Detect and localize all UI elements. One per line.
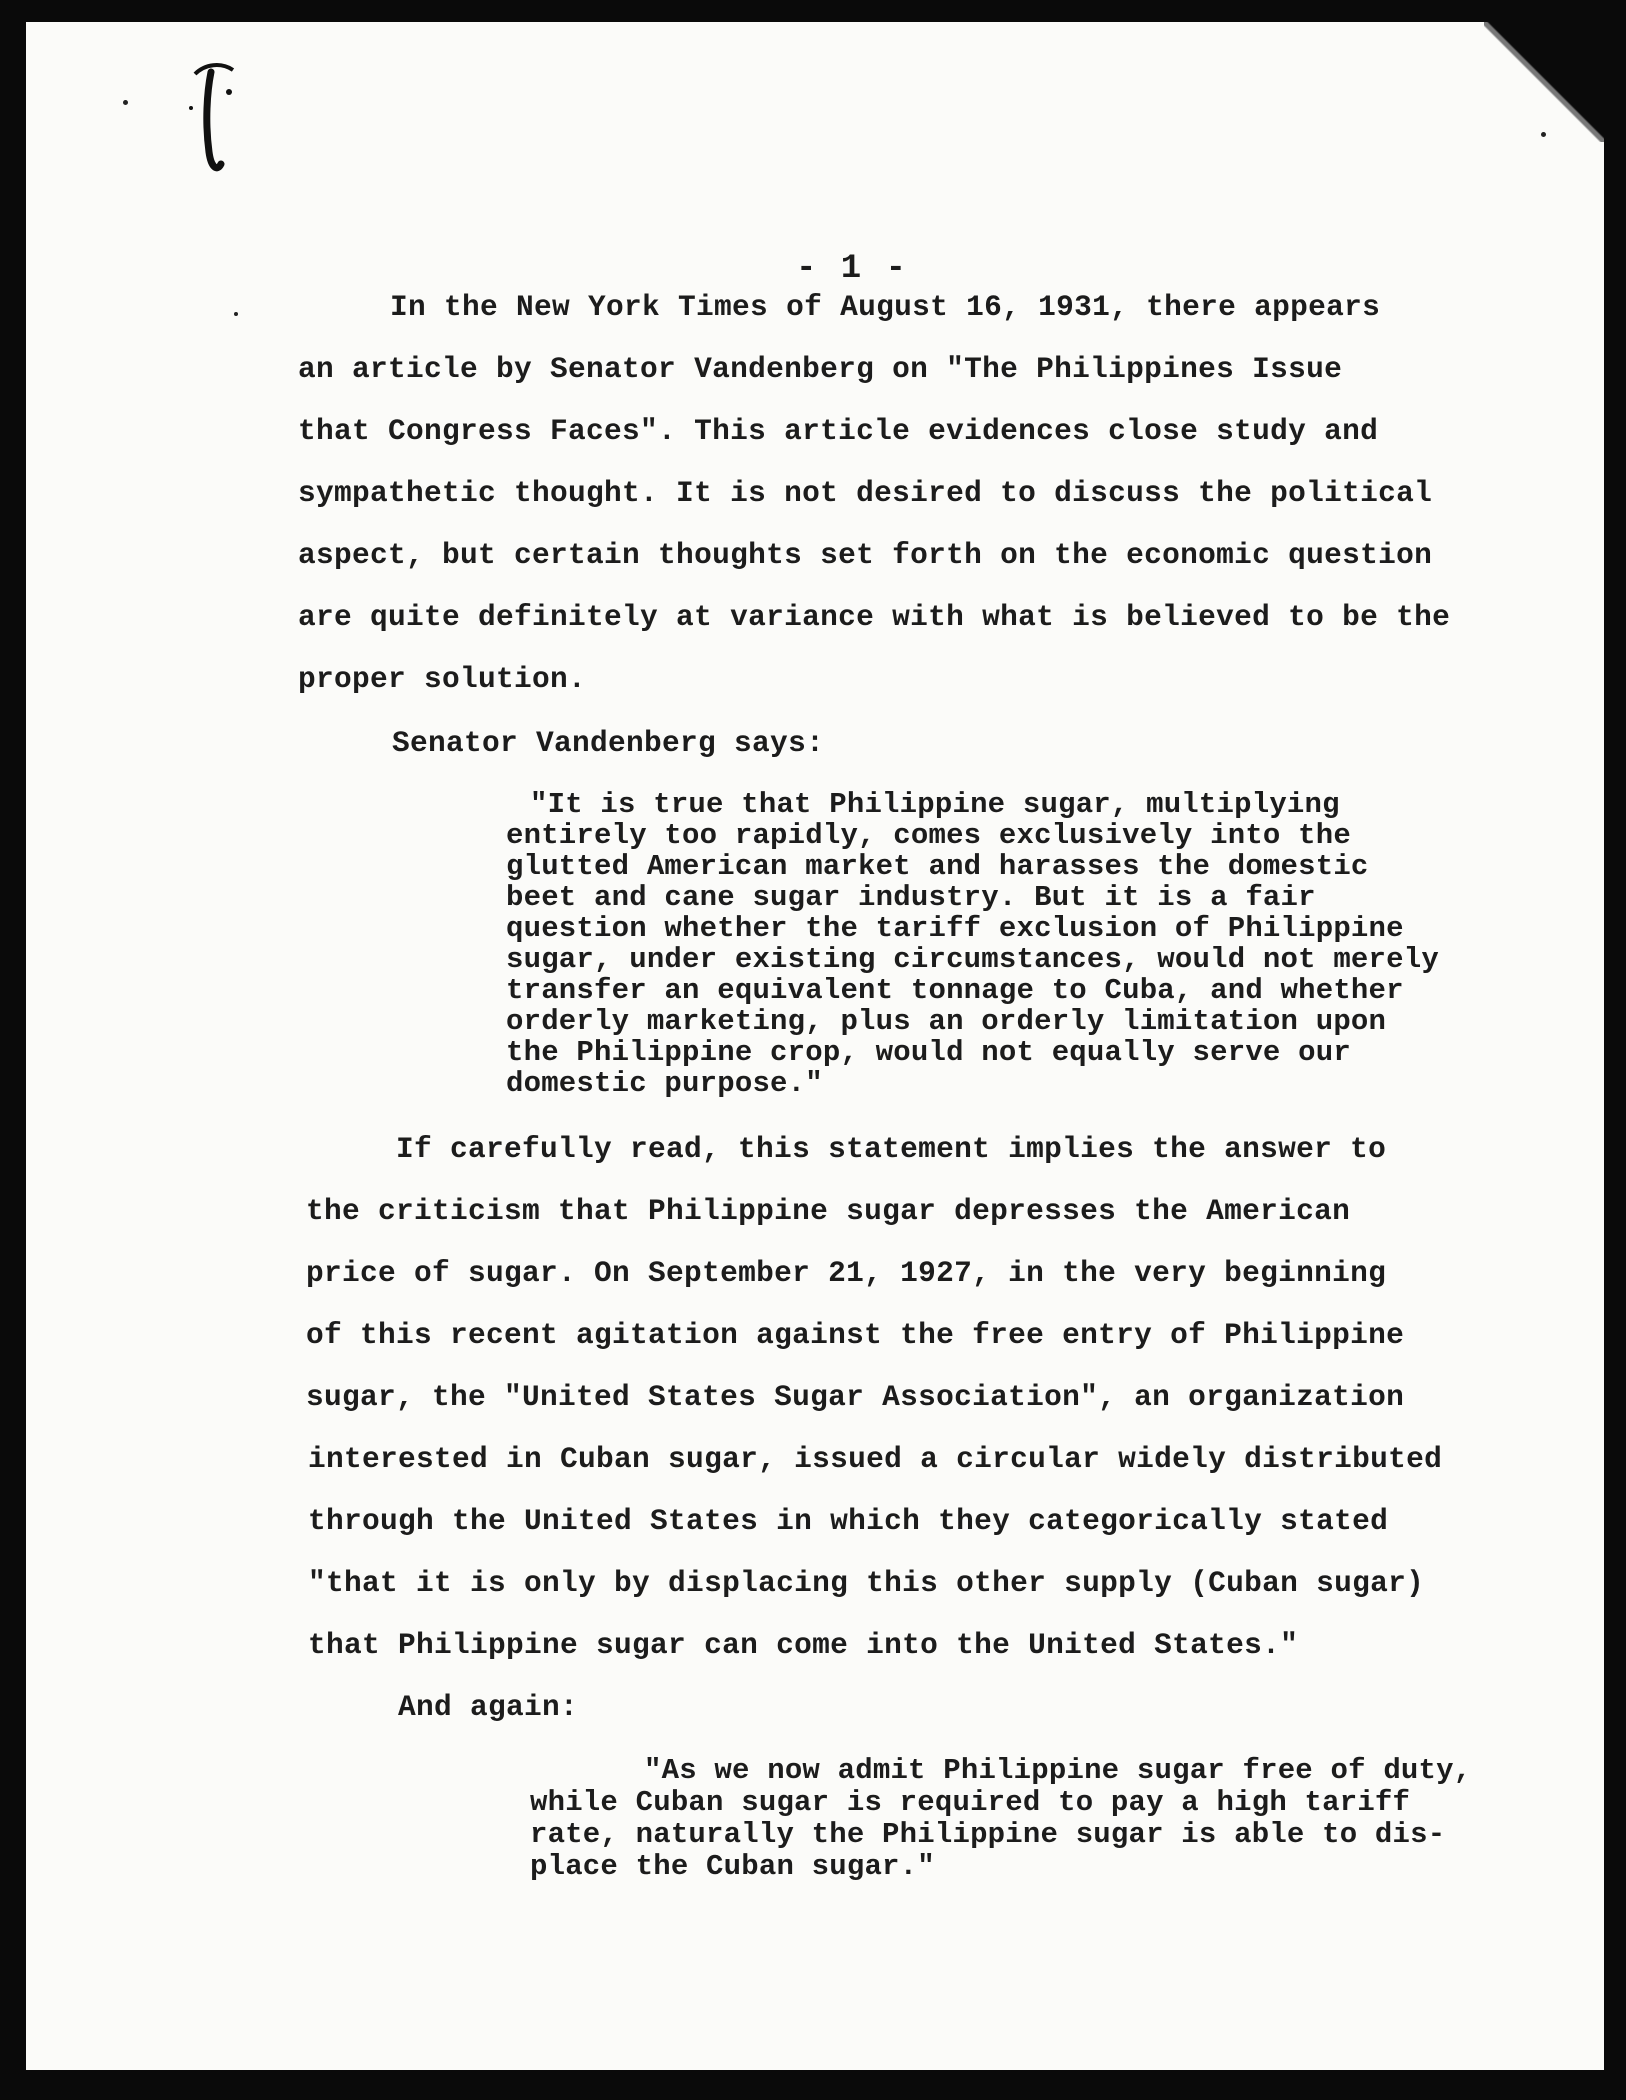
paragraph-2-line: If carefully read, this statement implies the answer to [396,1132,1387,1166]
quote-2-line: rate, naturally the Philippine sugar is able to dis- [530,1818,1446,1851]
paragraph-2-line: price of sugar. On September 21, 1927, in the very beginning [306,1256,1387,1290]
quote-2-line: place the Cuban sugar." [530,1850,935,1883]
paragraph-1-line: that Congress Faces". This article evidences close study and [298,414,1379,448]
ink-speck [1541,132,1546,137]
quote-2-line: "As we now admit Philippine sugar free of duty, [644,1754,1472,1787]
quote-1-line: transfer an equivalent tonnage to Cuba, and whether [506,974,1404,1007]
paragraph-2-line: through the United States in which they categorically stated [308,1504,1389,1538]
paragraph-2-line: "that it is only by displacing this other supply (Cuban sugar) [308,1566,1425,1600]
quote-2-line: while Cuban sugar is required to pay a high tariff [530,1786,1411,1819]
quote-1-line: question whether the tariff exclusion of Philippine [506,912,1404,945]
quote-1-line: entirely too rapidly, comes exclusively into the [506,819,1351,852]
quote-2-intro: And again: [398,1690,579,1724]
paragraph-2-line: interested in Cuban sugar, issued a circular widely distributed [308,1442,1443,1476]
quote-1-line: "It is true that Philippine sugar, multiplying [530,788,1340,821]
ink-speck [234,312,238,316]
ink-speck [123,100,128,105]
paragraph-2-line: the criticism that Philippine sugar depresses the American [306,1194,1351,1228]
quote-1-line: sugar, under existing circumstances, would not merely [506,943,1439,976]
quote-1-line: orderly marketing, plus an orderly limitation upon [506,1005,1387,1038]
quote-1-intro: Senator Vandenberg says: [392,726,825,760]
quote-1-line: glutted American market and harasses the domestic [506,850,1369,883]
paragraph-2-line: of this recent agitation against the free entry of Philippine [306,1318,1405,1352]
paragraph-2-line: that Philippine sugar can come into the United States." [308,1628,1299,1662]
paragraph-1-line: are quite definitely at variance with what is believed to be the [298,600,1451,634]
quote-1-line: the Philippine crop, would not equally serve our [506,1036,1351,1069]
quote-1-line: beet and cane sugar industry. But it is a fair [506,881,1316,914]
paragraph-1-line: sympathetic thought. It is not desired to discuss the political [298,476,1433,510]
quote-1-line: domestic purpose." [506,1067,823,1100]
handwritten-mark-icon [181,52,241,192]
paragraph-1-line: an article by Senator Vandenberg on "The Philippines Issue [298,352,1343,386]
paragraph-1-line: proper solution. [298,662,587,696]
page-number: - 1 - [796,250,909,288]
folded-corner [1484,22,1604,142]
paragraph-2-line: sugar, the "United States Sugar Association", an organization [306,1380,1405,1414]
paragraph-1-line: In the New York Times of August 16, 1931, there appears [390,290,1381,324]
document-page [26,22,1604,2070]
paragraph-1-line: aspect, but certain thoughts set forth on the economic question [298,538,1433,572]
